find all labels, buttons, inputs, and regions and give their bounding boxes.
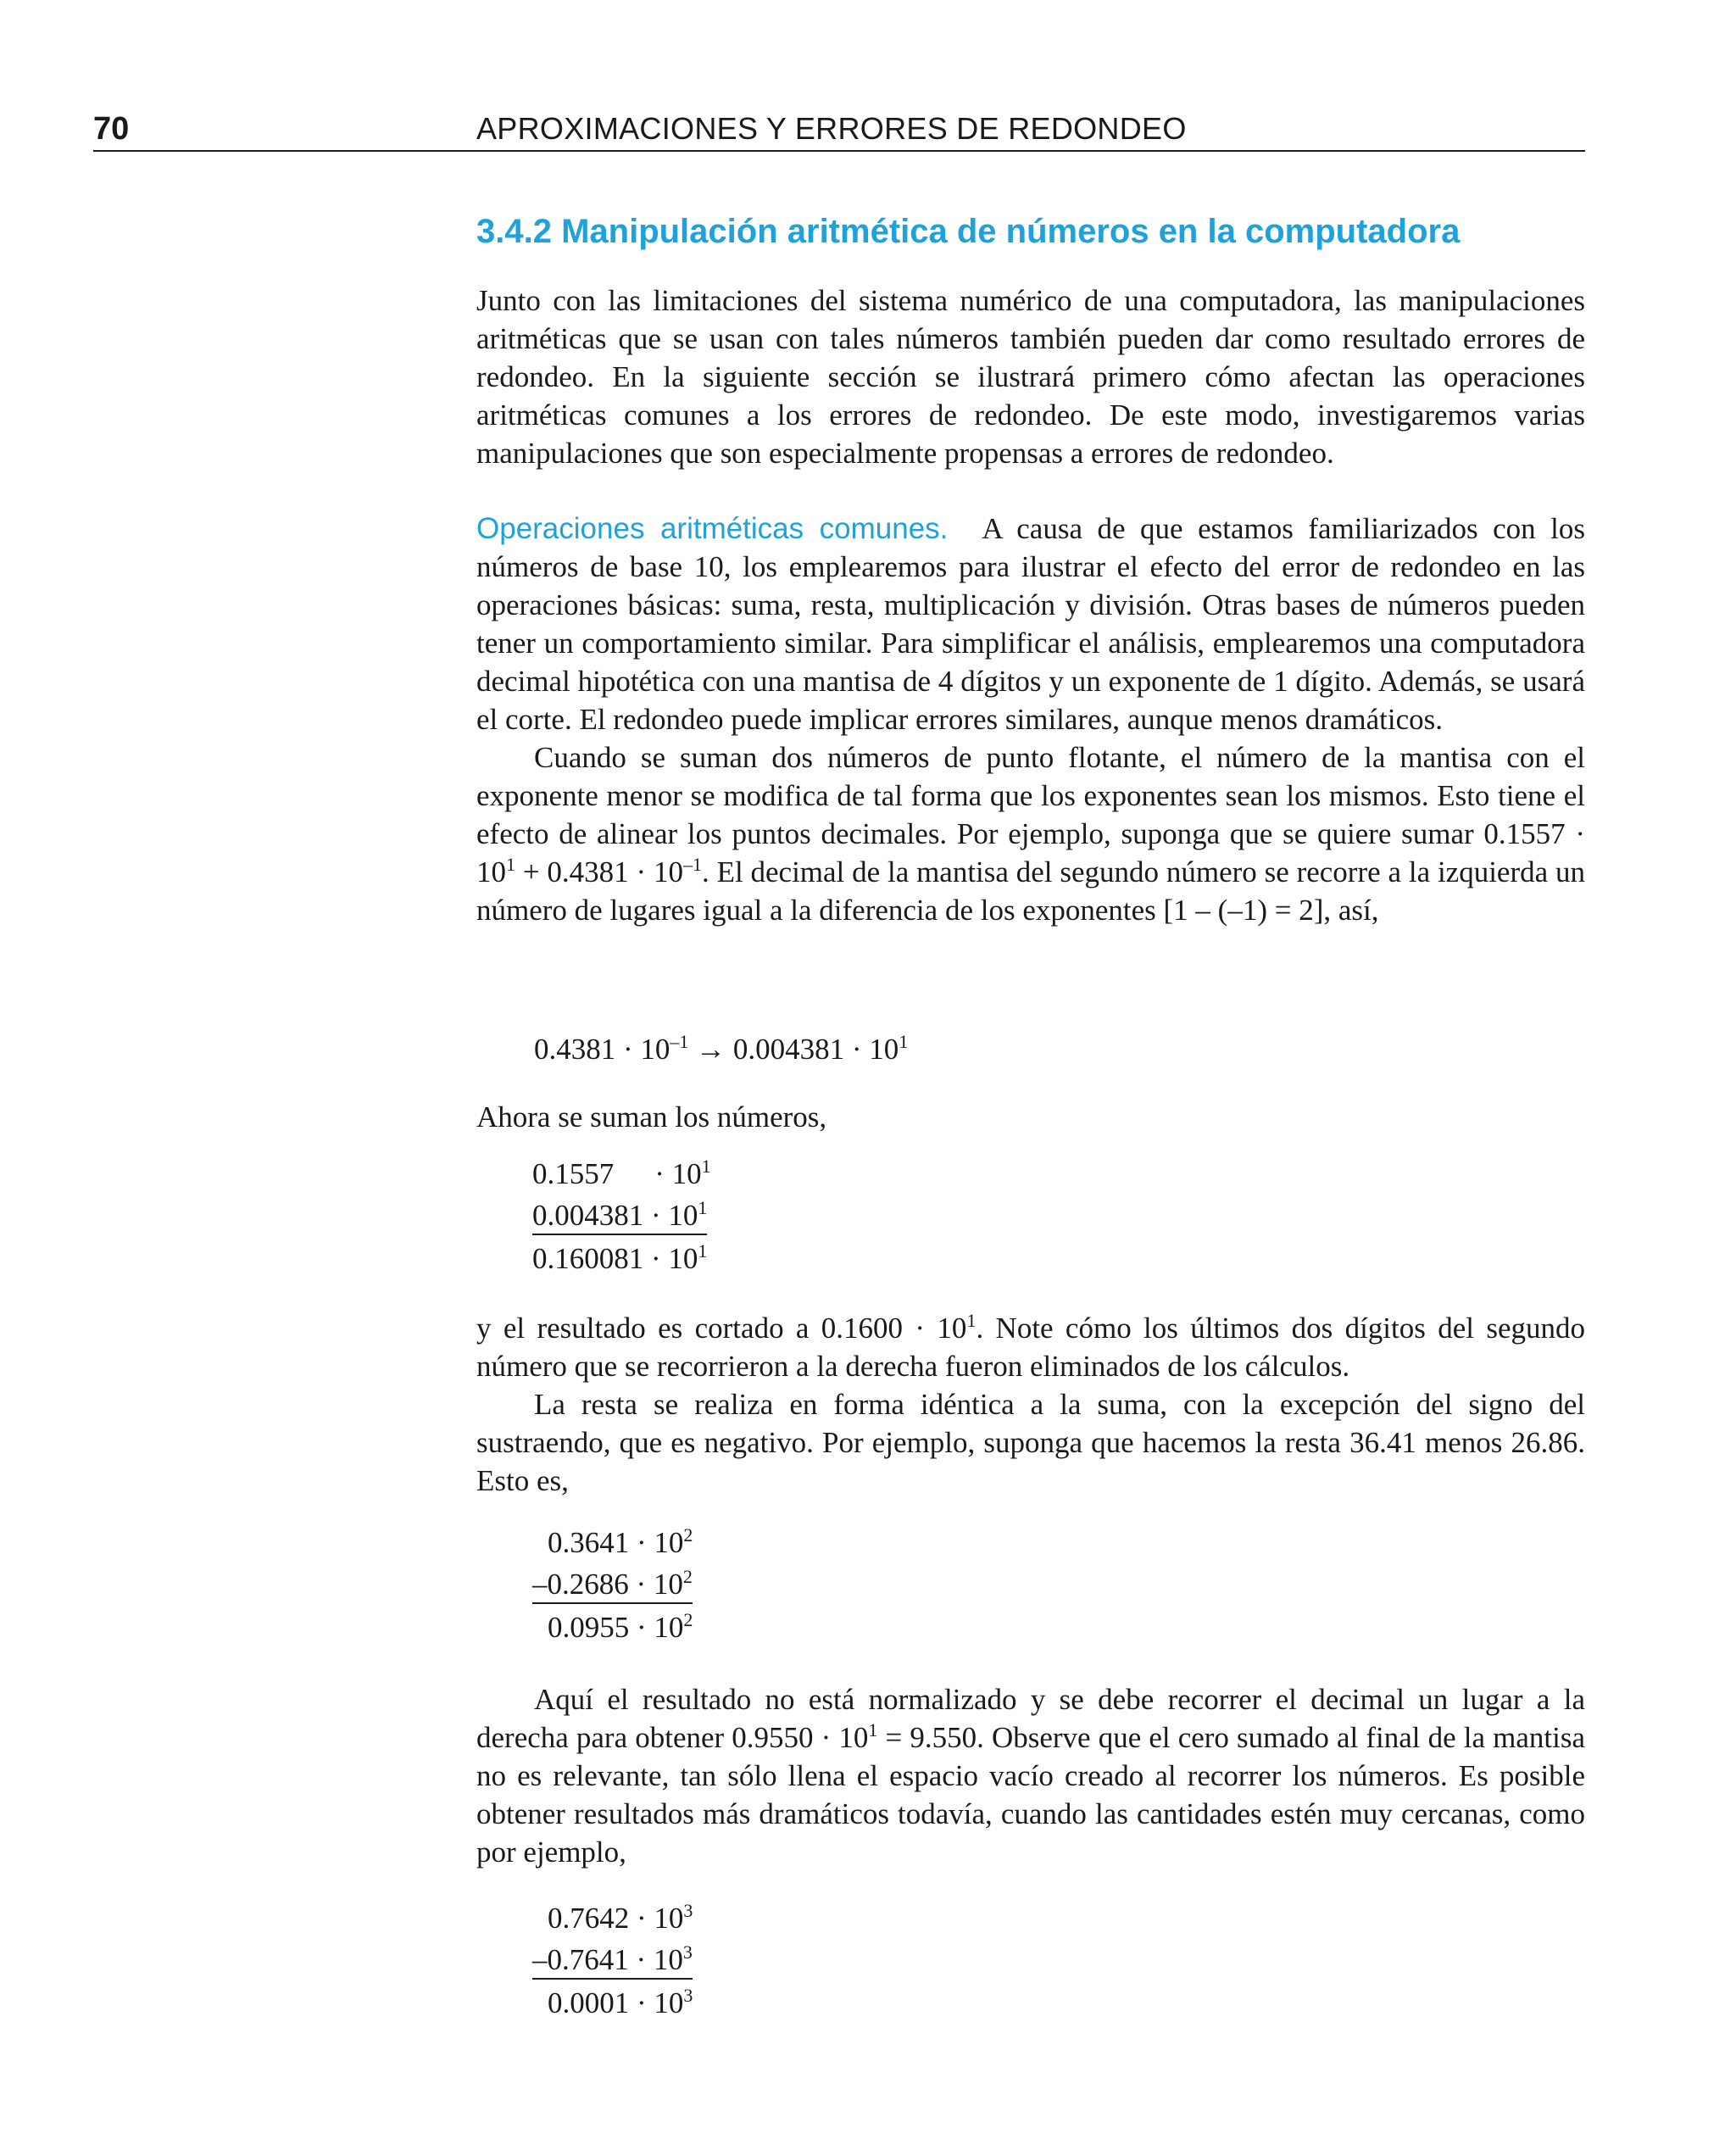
sum-row-3-exp: 1 xyxy=(698,1240,708,1262)
sub2-row-1-exp: 3 xyxy=(683,1900,693,1921)
truncation-block xyxy=(476,1309,1585,1500)
truncation-text-1: y el resultado es cortado a 0.1600 · 10 xyxy=(476,1312,967,1345)
sum-row-2-exp: 1 xyxy=(698,1197,708,1218)
sum-intro-paragraph xyxy=(476,1098,1585,1136)
sub1-row-2 xyxy=(532,1565,693,1603)
sub1-row-3 xyxy=(532,1608,693,1646)
shift-equation xyxy=(534,1030,908,1068)
sub2-row-3 xyxy=(532,1984,693,2022)
addition-text-2: + 0.4381 · 10 xyxy=(515,855,683,888)
sub2-row-3-exp: 3 xyxy=(683,1985,693,2006)
section-title: 3.4.2 Manipulación aritmética de números en la computadora xyxy=(476,213,1461,250)
normalization-text-1: Aquí el resultado no está normalizado y se debe recorrer el decimal un lugar a la derecha para obtener 0.9550 · 10 xyxy=(476,1683,1585,1754)
addition-exp-1: 1 xyxy=(506,854,515,875)
sum-row-3 xyxy=(532,1239,711,1278)
sum-row-1 xyxy=(532,1155,711,1193)
sub1-row-2-exp: 2 xyxy=(682,1566,693,1587)
subtraction-block-2 xyxy=(532,1899,693,2022)
common-operations-paragraph xyxy=(476,510,1585,738)
truncation-text-2: . Note cómo los últimos dos dígitos del segundo número que se recorrieron a la derecha fueron eliminados de los cálculos. xyxy=(476,1312,1585,1383)
sub1-row-1-exp: 2 xyxy=(683,1524,693,1546)
sub2-row-1 xyxy=(532,1899,693,1937)
eq1-left: 0.4381 · 10 xyxy=(534,1033,670,1066)
eq1-right-exp: 1 xyxy=(899,1031,909,1052)
sub1-row-2-value: –0.2686 · 10 xyxy=(532,1568,683,1601)
sum-row-2 xyxy=(532,1196,711,1234)
run-in-heading: Operaciones aritméticas comunes. xyxy=(476,512,949,545)
sub2-row-1-value: 0.7642 · 10 xyxy=(548,1902,684,1935)
sub1-row-1 xyxy=(532,1523,693,1562)
eq1-left-exp: –1 xyxy=(670,1031,689,1052)
addition-text-3: . El decimal de la mantisa del segundo número se recorre a la izquierda un número de lugares igual a la diferencia de los exponentes [1 – (–1) = 2], así, xyxy=(476,855,1585,927)
intro-paragraph xyxy=(476,281,1585,472)
truncation-paragraph xyxy=(476,1309,1585,1385)
addition-exp-2: –1 xyxy=(682,854,702,875)
sum-row-1-mantissa: 0.1557 xyxy=(532,1157,615,1190)
running-header-title: APROXIMACIONES Y ERRORES DE REDONDEO xyxy=(476,111,1187,146)
eq1-right: 0.004381 · 10 xyxy=(732,1033,899,1066)
sub2-row-2-value: –0.7641 · 10 xyxy=(532,1943,683,1976)
sum-block xyxy=(532,1155,711,1278)
truncation-exp: 1 xyxy=(966,1310,976,1331)
page-number: 70 xyxy=(93,111,130,147)
sum-intro-text: Ahora se suman los números, xyxy=(476,1100,827,1133)
sum-row-1-power: · 10 xyxy=(654,1157,702,1190)
normalization-paragraph xyxy=(476,1680,1585,1871)
sub2-row-3-value: 0.0001 · 10 xyxy=(548,1986,684,2019)
sub1-row-3-exp: 2 xyxy=(683,1609,693,1630)
sub2-row-2-exp: 3 xyxy=(682,1941,693,1963)
sub2-row-2 xyxy=(532,1941,693,1979)
arrow-icon: → xyxy=(688,1033,733,1066)
subtraction-paragraph: La resta se realiza en forma idéntica a la suma, con la excepción del signo del sustraendo, que es negativo. Por ejemplo, suponga que hacemos la resta 36.41 menos 26.86. Esto es, xyxy=(476,1388,1585,1497)
sub1-row-3-value: 0.0955 · 10 xyxy=(548,1611,684,1644)
normalization-exp: 1 xyxy=(868,1719,878,1741)
sum-row-2-value: 0.004381 · 10 xyxy=(532,1199,698,1232)
subtraction-block-1 xyxy=(532,1523,693,1646)
sum-row-3-value: 0.160081 · 10 xyxy=(532,1242,698,1275)
sum-row-1-exp: 1 xyxy=(701,1156,711,1177)
addition-text-1: Cuando se suman dos números de punto flotante, el número de la mantisa con el exponente menor se modifica de tal forma que los exponentes sean los mismos. Esto tiene el efecto de alinear los puntos decimales. Por ejemplo, suponga que se quiere sumar 0.1557 · 10 xyxy=(476,741,1585,888)
header-rule xyxy=(93,150,1585,152)
common-operations-block xyxy=(476,510,1585,929)
intro-text: Junto con las limitaciones del sistema numérico de una computadora, las manipulaciones aritméticas que se usan con tales números también pueden dar como resultado errores de redondeo. En la siguiente sección se ilustrará primero cómo afectan las operaciones aritméticas comunes a los errores de redondeo. De este modo, investigaremos varias manipulaciones que son especialmente propensas a errores de redondeo. xyxy=(476,284,1585,470)
addition-paragraph xyxy=(476,738,1585,929)
normalization-block xyxy=(476,1680,1585,1871)
sub1-row-1-value: 0.3641 · 10 xyxy=(548,1526,684,1559)
normalization-text-2: = 9.550. Observe que el cero sumado al final de la mantisa no es relevante, tan sólo llena el espacio vacío creado al recorrer los números. Es posible obtener resultados más dramáticos todavía, cuando las cantidades estén muy cercanas, como por ejemplo, xyxy=(476,1721,1585,1869)
common-operations-text: A causa de que estamos familiarizados con los números de base 10, los emplearemos para ilustrar el efecto del error de redondeo en las operaciones básicas: suma, resta, multiplicación y división. Otras bases de números pueden tener un comportamiento similar. Para simplificar el análisis, emplearemos una computadora decimal hipotética con una mantisa de 4 dígitos y un exponente de 1 dígito. Además, se usará el corte. El redondeo puede implicar errores similares, aunque menos dramáticos. xyxy=(476,512,1586,736)
